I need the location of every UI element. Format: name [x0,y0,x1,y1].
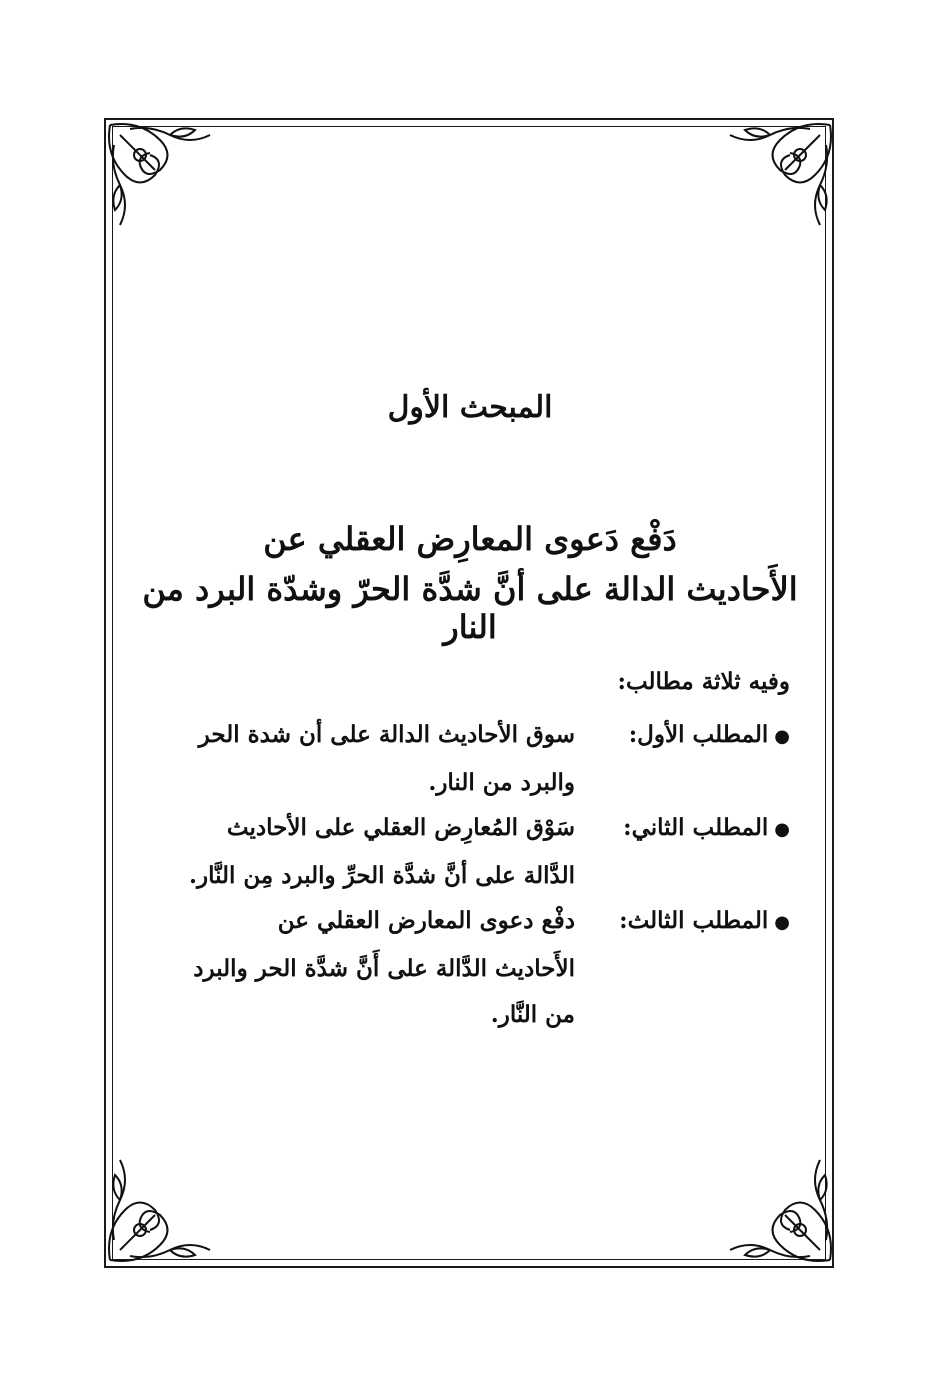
list-item [150,898,790,1038]
bullet-icon: ● [774,726,790,747]
list-item [150,712,790,806]
chapter-title: المبحث الأول [387,390,553,425]
item-text-line: دفْع دعوى المعارض العقلي عن [277,907,575,934]
item-label: المطلب الثاني: [623,814,769,841]
item-text-line: الدَّالة على أنَّ شدَّة الحرِّ والبرد مِن النَّار. [188,862,575,889]
item-text-line: سوق الأحاديث الدالة على أن شدة الحر [198,721,575,748]
ornament-corner-bottom-left [100,1140,230,1270]
item-label: المطلب الأول: [628,721,769,748]
item-text-line: سَوْق المُعارِض العقلي على الأحاديث [226,814,575,841]
ornament-corner-bottom-right [710,1140,840,1270]
ornament-corner-top-left [100,115,230,245]
intro-text: وفيه ثلاثة مطالب: [617,668,790,695]
item-text-line: الأَحاديث الدَّالة على أَنَّ شدَّة الحر والبرد [193,955,575,982]
item-text-line: من النَّار. [490,1001,575,1028]
list-item [150,805,790,899]
ornament-corner-top-right [710,115,840,245]
item-label: المطلب الثالث: [619,907,769,934]
section-title-line-2: الأَحاديث الدالة على أنَّ شدَّة الحرّ وشدّة البرد من النار [142,570,798,646]
bullet-icon: ● [774,912,790,933]
item-text-line: والبرد من النار. [428,769,575,796]
bullet-icon: ● [774,819,790,840]
section-title-line-1: دَفْع دَعوى المعارِض العقلي عن [263,520,677,558]
